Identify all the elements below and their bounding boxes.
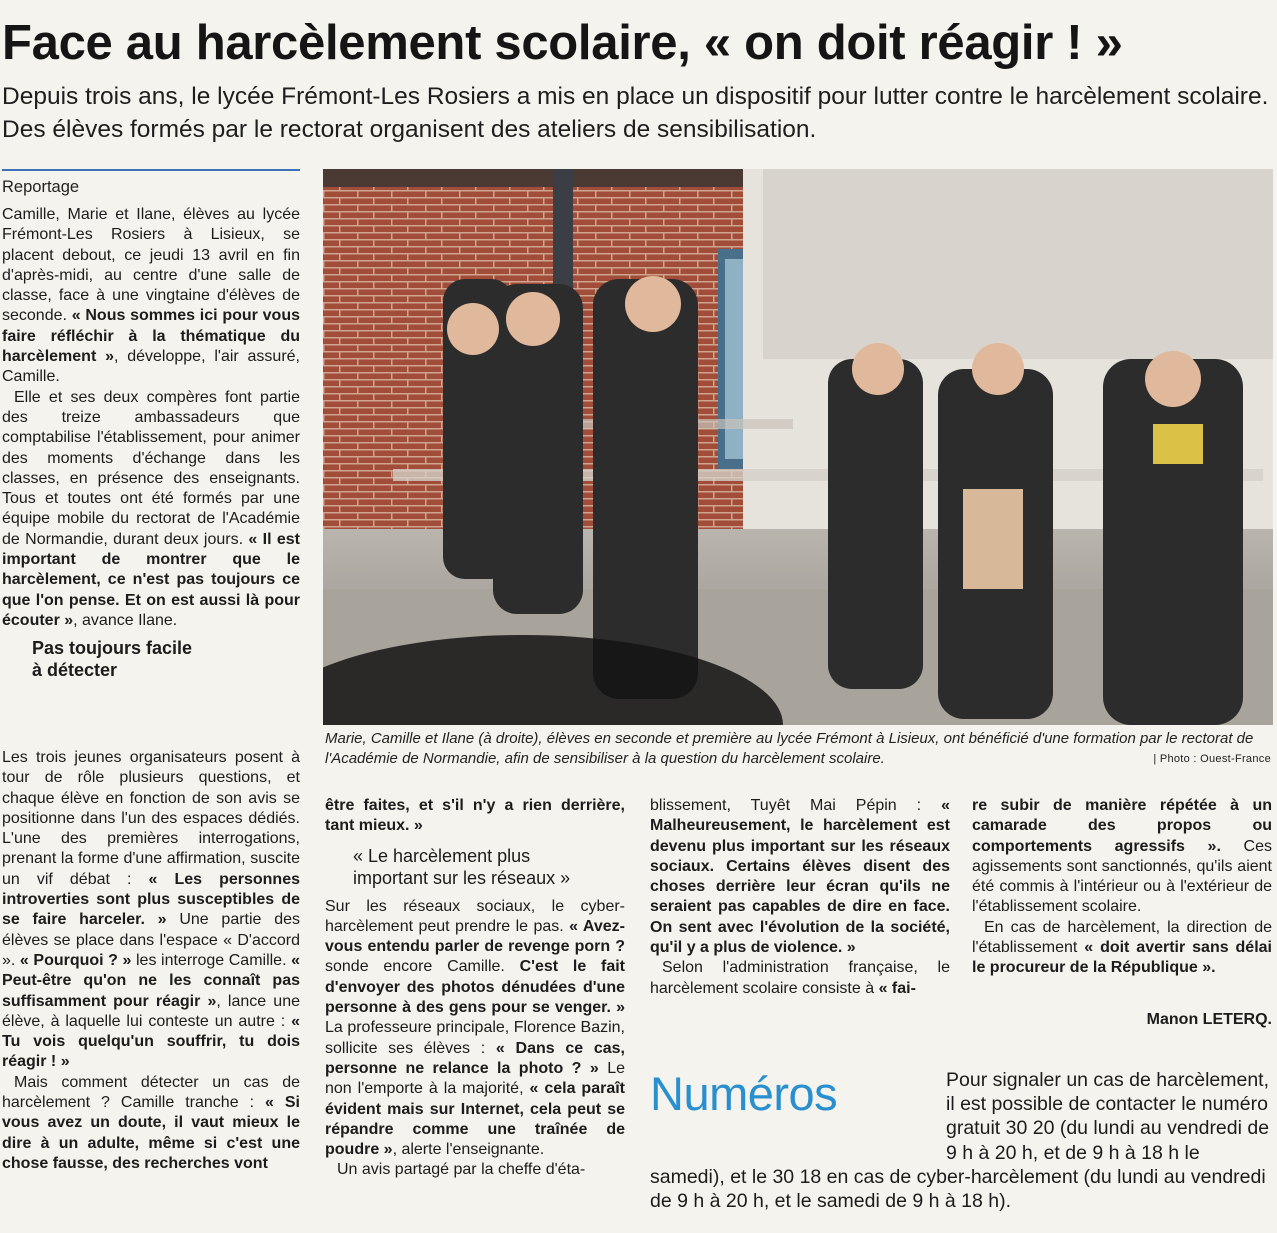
numeros-title: Numéros <box>650 1067 838 1120</box>
intertitle: Pas toujours facile à détecter <box>32 638 193 681</box>
quote: « Il est important de montrer que le harcèlement, ce n'est pas toujours ce que l'on pense. Et on est aussi là pour écouter » <box>2 530 300 629</box>
byline: Manon LETERQ. <box>1146 1011 1272 1028</box>
quote: « Les personnes introverties sont plus susceptibles de se faire harceler. » <box>2 870 300 929</box>
column-2 <box>325 796 625 1181</box>
paragraph: Mais comment détecter un cas de harcèlement ? Camille tranche : « Si vous avez un doute, il vaut mieux le dire à un adulte, même si c'est une chose fausse, des recherches vont <box>2 1073 300 1172</box>
numeros-box-text: Pour signaler un cas de harcèlement, il est possible de contacter le numéro gratuit 30 20 (du lundi au vendredi de 9 h à 20 h, et de 9 h à 18 h le samedi), et le 30 18 en cas de cyber-harcèlement (du lundi au vendredi de 9 h à 20 h, et le samedi de 9 h à 18 h). <box>650 1069 1270 1213</box>
paragraph: re subir de manière répétée à un camarade des propos ou comportements agressifs ». Ces agissements sont sanctionnés, qu'ils aient été commis à l'intérieur ou à l'extérieur de l'établissement scolaire. <box>972 797 1272 916</box>
column-1-top <box>2 205 300 687</box>
quote: « Pourquoi ? » <box>19 951 132 969</box>
paragraph: Sur les réseaux sociaux, le cyber-harcèlement peut prendre le pas. « Avez-vous entendu parler de revenge porn ? sonde encore Camille. C'est le fait d'envoyer des photos dénudées d'une personne à des gens pour se venger. » La professeure principale, Florence Bazin, sollicite ses élèves : « Dans ce cas, personne ne relance la photo ? » Le non l'emporte à la majorité, « cela paraît évident mais sur Internet, cela peut se répandre comme une traînée de poudre », alerte l'enseignante. <box>325 897 626 1159</box>
quote: être faites, et s'il n'y a rien derrière, tant mieux. » <box>325 797 625 835</box>
quote: « Tu vois quelqu'un souffrir, tu dois réagir ! » <box>2 1012 300 1071</box>
headline: Face au harcèlement scolaire, « on doit réagir ! » <box>2 16 1123 70</box>
paragraph: Elle et ses deux compères font partie des treize ambassadeurs que comptabilise l'établissement, pour animer des moments d'échange dans les classes, en présence des enseignants. Tous et toutes ont été formés par une équipe mobile du rectorat de l'Académie de Normandie, durant deux jours. « Il est important de montrer que le harcèlement, ce n'est pas toujours ce que l'on pense. Et on est aussi là pour écouter », avance Ilane. <box>2 388 300 629</box>
paragraph: Camille, Marie et Ilane, élèves au lycée Frémont-Les Rosiers à Lisieux, se placent debout, ce jeudi 13 avril en fin d'après-midi, au centre d'une salle de classe, face à une vingtaine d'élèves de seconde. « Nous sommes ici pour vous faire réfléchir à la thématique du harcèlement », développe, l'air assuré, Camille. <box>2 206 301 386</box>
classroom-photo-illustration <box>323 169 1273 725</box>
quote: C'est le fait d'envoyer des photos dénudées d'une personne à des gens pour se venger. » <box>325 958 625 1017</box>
rubric-label: Reportage <box>2 178 80 196</box>
quote: « cela paraît évident mais sur Internet, cela peut se répandre comme une traînée de poudre » <box>325 1080 626 1159</box>
photo-credit: | Photo : Ouest-France <box>1153 753 1271 765</box>
intertitle: « Le harcèlement plus important sur les réseaux » <box>353 845 571 888</box>
column-4 <box>972 796 1272 979</box>
paragraph: Un avis partagé par la cheffe d'éta- <box>337 1161 586 1179</box>
paragraph: Les trois jeunes organisateurs posent à tour de rôle plusieurs questions, et chaque élève en fonction de son avis se positionne dans l'un des espaces dédiés. L'une des premières interrogations, prenant la forme d'une affirmation, suscite un vif débat : « Les personnes introverties sont plus susceptibles de se faire harceler. » Une partie des élèves se place dans l'espace « D'accord ». « Pourquoi ? » les interroge Camille. « Peut-être qu'on ne les connaît pas suffisamment pour réagir », lance une élève, à laquelle lui conteste un autre : « Tu vois quelqu'un souffrir, tu dois réagir ! » <box>2 749 300 1071</box>
quote: « Dans ce cas, personne ne relance la photo ? » <box>325 1039 625 1077</box>
paragraph: En cas de harcèlement, la direction de l'établissement « doit avertir sans délai le procureur de la République ». <box>972 918 1272 977</box>
quote: « Nous sommes ici pour vous faire réfléchir à la thématique du harcèlement » <box>2 307 300 366</box>
quote: « fai- <box>878 979 916 997</box>
quote: « doit avertir sans délai le procureur de la République ». <box>972 939 1272 977</box>
quote: « Malheureusement, le harcèlement est devenu plus important sur les réseaux sociaux. Certains élèves disent des choses derrière leur écran qu'ils ne seraient pas capables de dire en face. On sent avec l'évolution de la société, qu'il y a plus de violence. » <box>650 797 950 957</box>
standfirst: Depuis trois ans, le lycée Frémont-Les Rosiers a mis en place un dispositif pour lutter contre le harcèlement scolaire. Des élèves formés par le rectorat organisent des ateliers de sensibilisation. <box>2 83 1269 143</box>
paragraph: blissement, Tuyêt Mai Pépin : « Malheureusement, le harcèlement est devenu plus important sur les réseaux sociaux. Certains élèves disent des choses derrière leur écran qu'ils ne seraient pas capables de dire en face. On sent avec l'évolution de la société, qu'il y a plus de violence. » <box>650 797 950 957</box>
quote: « Peut-être qu'on ne les connaît pas suffisamment pour réagir » <box>2 951 300 1010</box>
paragraph: Selon l'administration française, le harcèlement scolaire consiste à « fai- <box>650 959 950 997</box>
column-1-bottom <box>2 748 300 1174</box>
quote: « Si vous avez un doute, il vaut mieux le dire à un adulte, même si c'est une chose fausse, des recherches vont <box>2 1094 300 1172</box>
rubric-rule <box>2 169 300 171</box>
quote: « Avez-vous entendu parler de revenge porn ? <box>325 917 625 956</box>
article-photo <box>323 169 1273 725</box>
quote: re subir de manière répétée à un camarade des propos ou comportements agressifs ». <box>972 797 1272 855</box>
paragraph <box>325 796 625 837</box>
column-3 <box>650 796 950 999</box>
photo-caption: Marie, Camille et Ilane (à droite), élèves en seconde et première au lycée Frémont à Lisieux, ont bénéficié d'une formation par le rectorat de l'Académie de Normandie, afin de sensibiliser à la question du harcèlement scolaire. | Photo : Ouest-France <box>325 730 1271 767</box>
